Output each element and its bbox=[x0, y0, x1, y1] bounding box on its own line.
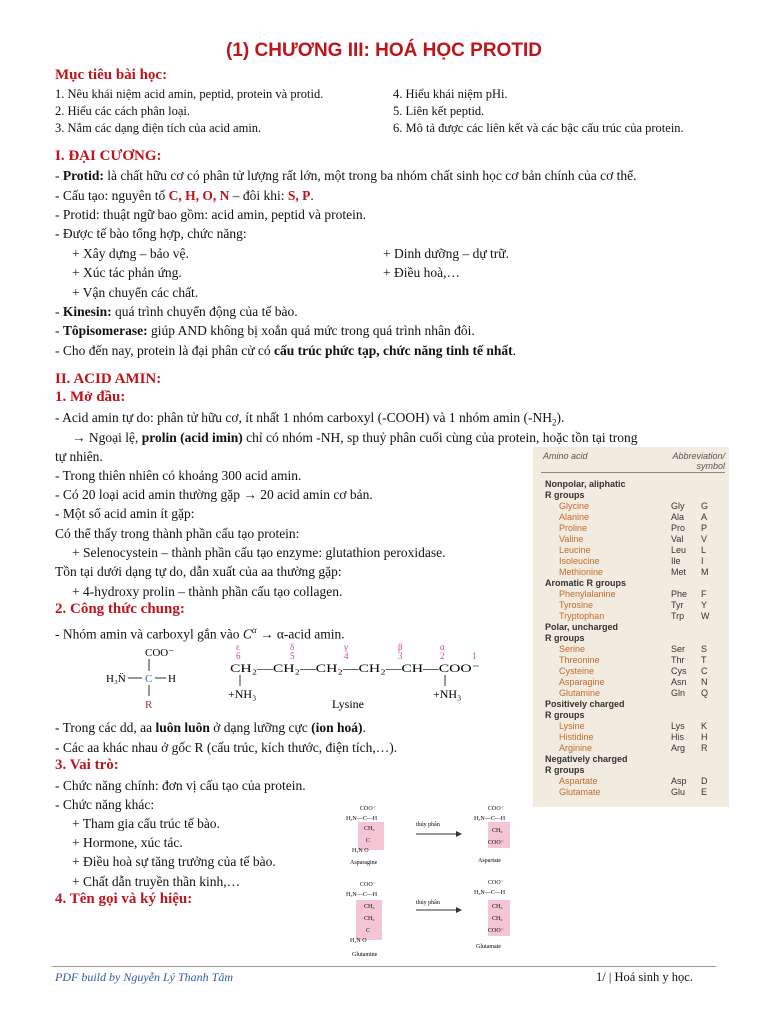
svg-text:1: 1 bbox=[472, 651, 477, 661]
asparagine-structure bbox=[346, 806, 384, 866]
amino-acid-abbr: Gly bbox=[671, 501, 685, 511]
hydrolysis-arrow-label: thủy phân bbox=[416, 900, 440, 906]
svg-text:COO⁻: COO⁻ bbox=[488, 806, 504, 812]
svg-text:C: C bbox=[366, 928, 371, 934]
amino-acid-abbr: Lys bbox=[671, 721, 685, 731]
function-item: + Dinh dưỡng – dự trữ. bbox=[383, 246, 509, 261]
subsection-4-heading: 4. Tên gọi và ký hiệu: bbox=[55, 891, 193, 907]
protid-definition: - Protid: là chất hữu cơ có phân tử lượng rất lớn, một trong ba nhóm chất sinh học cơ bản chính của cơ thể. bbox=[55, 168, 637, 183]
protein-complexity-line: - Cho đến nay, protein là đại phân cử có cấu trúc phức tạp, chức năng tinh tế nhất. bbox=[55, 343, 516, 358]
svg-text:CH₂: CH₂ bbox=[492, 828, 503, 834]
amino-acid-abbr: Tyr bbox=[671, 600, 684, 610]
amino-acid-abbr: Asn bbox=[671, 677, 687, 687]
table-group-header: R groups bbox=[545, 710, 585, 720]
table-row bbox=[545, 567, 723, 577]
objective-3: 3. Nắm các dạng điện tích của acid amin. bbox=[55, 121, 262, 135]
column-header-amino-acid: Amino acid bbox=[543, 451, 588, 461]
role-item: + Tham gia cấu trúc tế bào. bbox=[72, 816, 220, 831]
other-function-line: - Chức năng khác: bbox=[55, 797, 155, 812]
amino-acid-table bbox=[533, 447, 729, 807]
table-row bbox=[545, 677, 723, 687]
table-row bbox=[545, 644, 723, 654]
amino-acid-symbol: Q bbox=[701, 688, 709, 698]
svg-text:Aspartate: Aspartate bbox=[478, 858, 501, 864]
amino-acid-symbol: N bbox=[701, 677, 708, 687]
amino-acid-symbol: E bbox=[701, 787, 708, 797]
svg-text:COO⁻: COO⁻ bbox=[488, 840, 504, 846]
svg-text:6: 6 bbox=[236, 651, 241, 661]
general-formula-figure bbox=[100, 642, 490, 712]
function-intro: - Được tế bào tổng hợp, chức năng: bbox=[55, 226, 247, 241]
objective-2: 2. Hiểu các cách phân loại. bbox=[55, 104, 191, 118]
subsection-1-heading: 1. Mở đầu: bbox=[55, 389, 126, 405]
svg-text:3: 3 bbox=[398, 651, 403, 661]
table-group-header: Nonpolar, aliphatic bbox=[545, 479, 626, 489]
hydroxyprolin-line: + 4-hydroxy prolin – thành phần cấu tạo collagen. bbox=[72, 584, 343, 599]
objective-4: 4. Hiểu khái niệm pHi. bbox=[393, 87, 508, 101]
amino-acid-name: Leucine bbox=[559, 545, 591, 555]
amino-acid-abbr: Val bbox=[671, 534, 684, 544]
role-item: + Hormone, xúc tác. bbox=[72, 835, 183, 850]
table-row bbox=[545, 776, 723, 786]
amino-acid-abbr: Arg bbox=[671, 743, 686, 753]
amino-acid-abbr: Pro bbox=[671, 523, 686, 533]
proline-exception-cont: tự nhiên. bbox=[55, 449, 103, 464]
table-group-header: Positively charged bbox=[545, 699, 625, 709]
table-row bbox=[545, 600, 723, 610]
svg-text:CH₂—CH₂—CH₂—CH₂—CH—COO⁻: CH₂—CH₂—CH₂—CH₂—CH—COO⁻ bbox=[230, 661, 480, 675]
amino-acid-abbr: Met bbox=[671, 567, 687, 577]
amino-acid-symbol: K bbox=[701, 721, 708, 731]
free-amino-acid-line: - Acid amin tự do: phân tử hữu cơ, ít nhất 1 nhóm carboxyl (-COOH) và 1 nhóm amin $(-NH_2)$. bbox=[55, 410, 565, 428]
glutamine-structure bbox=[346, 882, 382, 958]
table-group-header: R groups bbox=[545, 490, 585, 500]
subsection-2-heading: 2. Công thức chung: bbox=[55, 601, 185, 617]
r-group-line: - Các aa khác nhau ở gốc R (cấu trúc, kích thước, điện tích,…). bbox=[55, 740, 398, 755]
kinesin-line: - Kinesin: quá trình chuyển động của tế bào. bbox=[55, 304, 298, 319]
amino-acid-symbol: C bbox=[701, 666, 708, 676]
amino-acid-name: Glutamate bbox=[559, 787, 601, 797]
amino-acid-abbr: Ser bbox=[671, 644, 686, 654]
amino-acid-abbr: Asp bbox=[671, 776, 687, 786]
carboxyl-label: COO⁻ bbox=[145, 647, 175, 659]
page-title: (1) CHƯƠNG III: HOÁ HỌC PROTID bbox=[226, 40, 542, 61]
amino-acid-symbol: I bbox=[701, 556, 704, 566]
svg-text:δ: δ bbox=[290, 642, 295, 652]
table-row bbox=[545, 666, 723, 676]
table-group-header: R groups bbox=[545, 765, 585, 775]
amino-acid-abbr: His bbox=[671, 732, 684, 742]
table-row bbox=[545, 556, 723, 566]
svg-text:ε: ε bbox=[236, 642, 240, 652]
amino-acid-name: Cysteine bbox=[559, 666, 595, 676]
table-group-header: Negatively charged bbox=[545, 754, 628, 764]
table-row bbox=[545, 523, 723, 533]
topoisomerase-line: - Tôpisomerase: giúp AND không bị xoắn quá mức trong quá trình nhân đôi. bbox=[55, 323, 475, 338]
svg-text:H₃N—C—H: H₃N—C—H bbox=[474, 816, 506, 822]
amino-acid-name: Serine bbox=[559, 644, 586, 654]
svg-text:Glutamine: Glutamine bbox=[352, 952, 378, 958]
role-item: + Điều hoà sự tăng trưởng của tế bào. bbox=[72, 854, 276, 869]
amino-acid-symbol: W bbox=[701, 611, 710, 621]
amino-acid-abbr: Leu bbox=[671, 545, 687, 555]
table-group-header: Aromatic R groups bbox=[545, 578, 627, 588]
amino-acid-symbol: M bbox=[701, 567, 709, 577]
amino-acid-name: Isoleucine bbox=[559, 556, 600, 566]
amino-acid-abbr: Gln bbox=[671, 688, 686, 698]
aa-basic-line: - Có 20 loại acid amin thường gặp → 20 acid amin cơ bản. bbox=[55, 487, 373, 502]
amino-acid-name: Glycine bbox=[559, 501, 590, 511]
svg-text:4: 4 bbox=[344, 651, 349, 661]
selenocystein-line: + Selenocystein – thành phần cấu tạo enzyme: glutathion peroxidase. bbox=[72, 545, 446, 560]
composition-line: - Cấu tạo: nguyên tố C, H, O, N – đôi khi: S, P. bbox=[55, 188, 314, 203]
function-item: + Vận chuyển các chất. bbox=[72, 285, 199, 300]
amino-acid-symbol: S bbox=[701, 644, 708, 654]
hydrogen-label: H bbox=[168, 673, 176, 685]
svg-text:β: β bbox=[398, 642, 403, 652]
rare-aa-line: - Một số acid amin ít gặp: bbox=[55, 506, 195, 521]
table-row bbox=[545, 787, 723, 797]
svg-text:+NH₃: +NH₃ bbox=[433, 687, 462, 701]
amino-acid-name: Alanine bbox=[559, 512, 590, 522]
amino-acid-symbol: P bbox=[701, 523, 708, 533]
table-row bbox=[545, 545, 723, 555]
svg-text:H₃N—C—H: H₃N—C—H bbox=[346, 892, 378, 898]
amino-acid-symbol: H bbox=[701, 732, 708, 742]
amino-acid-abbr: Glu bbox=[671, 787, 686, 797]
amino-label: H₃N̈ bbox=[106, 673, 126, 685]
amino-acid-name: Glutamine bbox=[559, 688, 601, 698]
amino-acid-symbol: A bbox=[701, 512, 708, 522]
svg-text:+NH₃: +NH₃ bbox=[228, 687, 257, 701]
svg-text:Asparagine: Asparagine bbox=[350, 860, 378, 866]
subsection-3-heading: 3. Vai trò: bbox=[55, 757, 119, 773]
table-row bbox=[545, 688, 723, 698]
hydrolysis-figure bbox=[338, 800, 528, 960]
table-row bbox=[545, 721, 723, 731]
hydrolysis-arrow-label: thủy phân bbox=[416, 822, 440, 828]
amino-acid-name: Asparagine bbox=[559, 677, 605, 687]
amino-acid-symbol: Y bbox=[701, 600, 708, 610]
amino-acid-abbr: Cys bbox=[671, 666, 687, 676]
svg-text:Glutamate: Glutamate bbox=[476, 944, 501, 950]
svg-text:CH₂: CH₂ bbox=[364, 904, 375, 910]
aa-count-line: - Trong thiên nhiên có khoảng 300 acid amin. bbox=[55, 468, 302, 483]
amino-acid-symbol: R bbox=[701, 743, 708, 753]
objective-6: 6. Mô tả được các liên kết và các bậc cấu trúc của protein. bbox=[393, 121, 684, 135]
amino-acid-symbol: T bbox=[701, 655, 707, 665]
amino-acid-abbr: Ile bbox=[671, 556, 681, 566]
table-group-header: R groups bbox=[545, 633, 585, 643]
alpha-carbon-label: C bbox=[145, 673, 153, 685]
svg-text:2: 2 bbox=[440, 651, 445, 661]
amino-acid-symbol: F bbox=[701, 589, 707, 599]
svg-text:α: α bbox=[440, 642, 445, 652]
main-function-line: - Chức năng chính: đơn vị cấu tạo của protein. bbox=[55, 778, 306, 793]
amino-acid-name: Tryptophan bbox=[559, 611, 605, 621]
amino-acid-name: Histidine bbox=[559, 732, 594, 742]
zwitterion-line: - Trong các dd, aa luôn luôn ở dạng lưỡng cực (ion hoá). bbox=[55, 720, 366, 735]
protid-term-line: - Protid: thuật ngữ bao gồm: acid amin, peptid và protein. bbox=[55, 207, 367, 222]
table-row bbox=[545, 589, 723, 599]
svg-text:CH₂: CH₂ bbox=[364, 826, 375, 832]
footer-credit: PDF build by Nguyễn Lý Thanh Tâm bbox=[55, 970, 233, 984]
svg-text:CH₂: CH₂ bbox=[492, 904, 503, 910]
amino-acid-abbr: Thr bbox=[671, 655, 685, 665]
objective-5: 5. Liên kết peptid. bbox=[393, 104, 485, 118]
amino-acid-symbol: G bbox=[701, 501, 709, 511]
svg-text:COO⁻: COO⁻ bbox=[488, 928, 504, 934]
section-1-heading: I. ĐẠI CƯƠNG: bbox=[55, 148, 162, 164]
table-row bbox=[545, 512, 723, 522]
function-item: + Xúc tác phản ứng. bbox=[72, 265, 182, 280]
table-divider bbox=[541, 472, 725, 473]
section-2-heading: II. ACID AMIN: bbox=[55, 371, 162, 387]
amino-acid-symbol: V bbox=[701, 534, 708, 544]
amino-acid-name: Phenylalanine bbox=[559, 589, 616, 599]
svg-text:C: C bbox=[366, 838, 371, 844]
amino-acid-abbr: Phe bbox=[671, 589, 688, 599]
lysine-structure bbox=[228, 642, 480, 711]
objective-1: 1. Nêu khái niệm acid amin, peptid, protein và protid. bbox=[55, 87, 324, 101]
amino-acid-abbr: Ala bbox=[671, 512, 685, 522]
amino-acid-symbol: L bbox=[701, 545, 707, 555]
svg-text:5: 5 bbox=[290, 651, 295, 661]
footer-page-info: 1/ | Hoá sinh y học. bbox=[596, 970, 693, 984]
amino-acid-name: Tyrosine bbox=[559, 600, 594, 610]
amino-acid-name: Aspartate bbox=[559, 776, 598, 786]
glutamate-structure bbox=[474, 880, 510, 950]
svg-text:H₃N—C—H: H₃N—C—H bbox=[474, 890, 506, 896]
table-row bbox=[545, 655, 723, 665]
footer-divider bbox=[52, 966, 716, 967]
svg-text:COO⁻: COO⁻ bbox=[488, 880, 504, 886]
aspartate-structure bbox=[474, 806, 510, 864]
objectives-heading: Mục tiêu bài học: bbox=[55, 67, 168, 83]
table-row bbox=[545, 534, 723, 544]
svg-text:H₂N O: H₂N O bbox=[350, 938, 367, 944]
table-row bbox=[545, 501, 723, 511]
svg-text:CH₂: CH₂ bbox=[364, 916, 375, 922]
table-row bbox=[545, 732, 723, 742]
svg-text:H₃N—C—H: H₃N—C—H bbox=[346, 816, 378, 822]
alpha-carbon-line: - Nhóm amin và carboxyl gắn vào $C^\alpha$ → α-acid amin. bbox=[55, 625, 345, 642]
role-item: + Chất dẫn truyền thần kinh,… bbox=[72, 874, 241, 889]
table-row bbox=[545, 743, 723, 753]
amino-acid-abbr: Trp bbox=[671, 611, 685, 621]
svg-text:H₂N O: H₂N O bbox=[352, 848, 369, 854]
proline-exception-line: → Ngoại lệ, prolin (acid imin) chỉ có nhóm -NH, sp thuỷ phân cuối cùng của protein, hoặc tồn tại trong bbox=[72, 430, 638, 445]
function-item: + Xây dựng – bảo vệ. bbox=[72, 246, 189, 261]
free-form-line: Tồn tại dưới dạng tự do, dẫn xuất của aa thường gặp: bbox=[55, 564, 342, 579]
amino-acid-name: Arginine bbox=[559, 743, 593, 753]
amino-acid-name: Valine bbox=[559, 534, 584, 544]
table-group-header: Polar, uncharged bbox=[545, 622, 619, 632]
function-item: + Điều hoà,… bbox=[383, 265, 460, 280]
table-row bbox=[545, 611, 723, 621]
svg-text:CH₂: CH₂ bbox=[492, 916, 503, 922]
amino-acid-name: Threonine bbox=[559, 655, 600, 665]
rare-aa-protein-line: Có thể thấy trong thành phần cấu tạo protein: bbox=[55, 526, 300, 541]
r-group-label: R bbox=[145, 699, 153, 711]
amino-acid-symbol: D bbox=[701, 776, 708, 786]
svg-text:COO⁻: COO⁻ bbox=[360, 806, 376, 812]
svg-text:γ: γ bbox=[344, 642, 348, 652]
amino-acid-name: Lysine bbox=[559, 721, 585, 731]
amino-acid-name: Proline bbox=[559, 523, 588, 533]
svg-text:COO⁻: COO⁻ bbox=[360, 882, 376, 888]
amino-acid-name: Methionine bbox=[559, 567, 604, 577]
column-header-abbreviation: Abbreviation/ symbol bbox=[672, 451, 725, 471]
lysine-label: Lysine bbox=[332, 697, 364, 711]
